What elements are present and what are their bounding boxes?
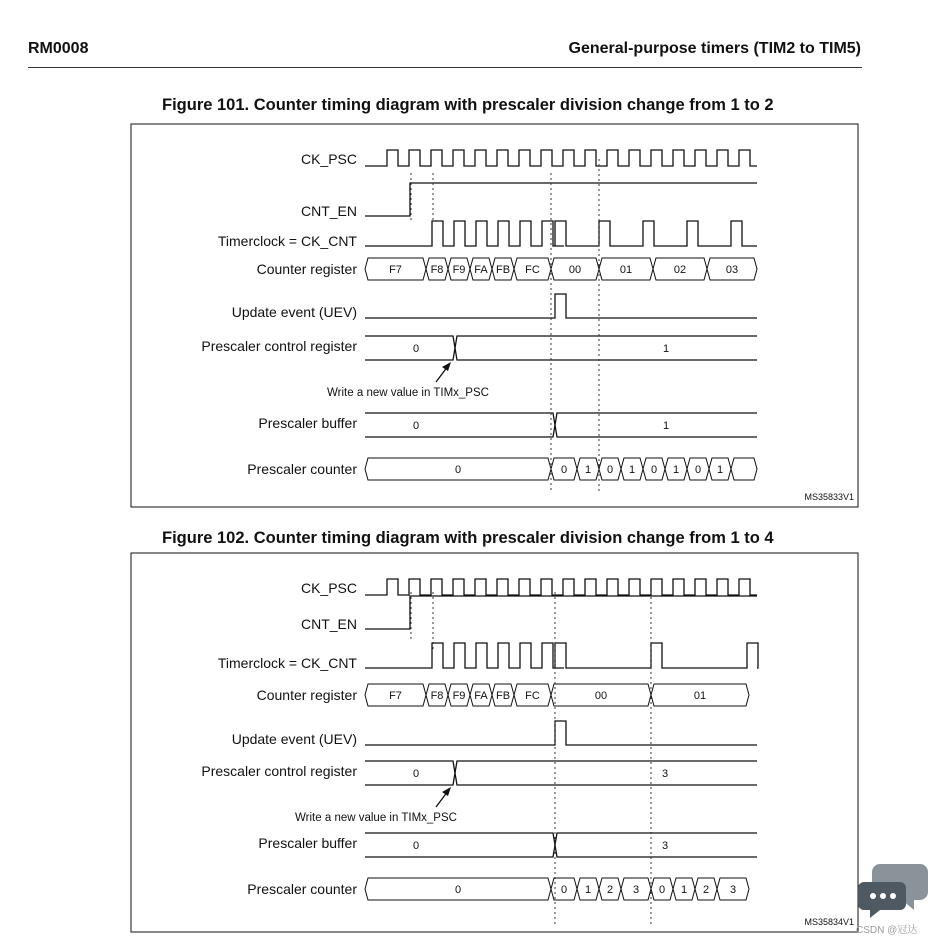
- prescaler-counter-value: 2: [702, 884, 710, 896]
- counter-register-value: 01: [693, 690, 707, 702]
- prescaler-control-line: [365, 336, 757, 360]
- counter-register-value: 00: [594, 690, 608, 702]
- figure-101-title: Figure 101. Counter timing diagram with prescaler division change from 1 to 2: [162, 96, 774, 114]
- prescaler-buffer-line: [365, 413, 757, 437]
- counter-register-value: F8: [430, 690, 444, 702]
- prescaler-counter-value: 1: [584, 884, 592, 896]
- ck-psc-waveform: [365, 579, 757, 595]
- prescaler-counter-value: 1: [672, 464, 680, 476]
- annotation-arrowhead: [442, 362, 451, 371]
- prescaler-counter-value: 0: [650, 464, 658, 476]
- counter-register-value: 00: [568, 264, 582, 276]
- prescaler-control-line: [365, 336, 757, 360]
- watermark: CSDN @冠达: [856, 925, 918, 936]
- prescaler-counter-value: 1: [584, 464, 592, 476]
- signal-label: CNT_EN: [300, 616, 357, 632]
- prescaler-control-value: 0: [412, 768, 420, 780]
- prescaler-buffer-value: 1: [662, 420, 670, 432]
- counter-register-value: FA: [474, 264, 488, 276]
- prescaler-counter-value: 0: [606, 464, 614, 476]
- counter-register-value: FB: [495, 264, 511, 276]
- counter-register-value: F7: [389, 264, 402, 276]
- prescaler-counter-cell: [731, 458, 757, 480]
- signal-label: CK_PSC: [300, 580, 357, 596]
- prescaler-buffer-line: [365, 833, 757, 857]
- figure-102-title: Figure 102. Counter timing diagram with prescaler division change from 1 to 4: [162, 529, 774, 547]
- signal-label: CK_PSC: [300, 151, 357, 167]
- section-title: General-purpose timers (TIM2 to TIM5): [568, 40, 861, 57]
- annotation-text: Write a new value in TIMx_PSC: [295, 812, 457, 824]
- prescaler-control-line: [365, 761, 757, 785]
- prescaler-buffer-value: 0: [412, 840, 420, 852]
- prescaler-buffer-line: [365, 413, 757, 437]
- prescaler-counter-value: 3: [632, 884, 640, 896]
- prescaler-counter-value: 1: [680, 884, 688, 896]
- cnt-en-waveform: [365, 183, 757, 216]
- counter-register-value: FB: [495, 690, 511, 702]
- uev-waveform: [365, 721, 757, 745]
- prescaler-buffer-value: 3: [661, 840, 669, 852]
- prescaler-counter-value: 0: [560, 884, 568, 896]
- annotation-arrowhead: [442, 787, 451, 796]
- prescaler-buffer-line: [365, 833, 757, 857]
- counter-register-value: 01: [619, 264, 633, 276]
- prescaler-counter-value: 0: [454, 464, 462, 476]
- signal-label: Update event (UEV): [231, 731, 357, 747]
- counter-register-value: FA: [474, 690, 488, 702]
- prescaler-control-line: [365, 761, 757, 785]
- prescaler-counter-value: 0: [560, 464, 568, 476]
- prescaler-counter-value: 0: [658, 884, 666, 896]
- signal-label: Update event (UEV): [231, 304, 357, 320]
- signal-label: Prescaler buffer: [258, 415, 357, 431]
- figure-code: MS35833V1: [804, 492, 854, 502]
- signal-label: CNT_EN: [300, 203, 357, 219]
- prescaler-counter-value: 3: [729, 884, 737, 896]
- counter-register-value: 03: [725, 264, 739, 276]
- figure-code: MS35834V1: [804, 917, 854, 927]
- ck-psc-waveform: [365, 150, 757, 166]
- signal-label: Prescaler buffer: [258, 835, 357, 851]
- uev-waveform: [365, 294, 757, 318]
- counter-register-value: F9: [452, 690, 466, 702]
- signal-label: Counter register: [256, 687, 357, 703]
- counter-register-value: 02: [673, 264, 687, 276]
- prescaler-counter-value: 1: [628, 464, 636, 476]
- signal-label: Prescaler control register: [201, 763, 357, 779]
- timerclock-waveform: [365, 643, 758, 668]
- chat-bubble-icon[interactable]: [858, 860, 930, 923]
- signal-label: Prescaler counter: [247, 461, 357, 477]
- counter-register-value: F8: [430, 264, 444, 276]
- counter-register-value: FC: [525, 690, 540, 702]
- timerclock-waveform: [365, 221, 757, 246]
- prescaler-control-value: 3: [661, 768, 669, 780]
- signal-label: Prescaler counter: [247, 881, 357, 897]
- prescaler-buffer-value: 0: [412, 420, 420, 432]
- figure-102-diagram: [130, 552, 860, 934]
- prescaler-control-value: 0: [412, 343, 420, 355]
- header-rule: [28, 67, 862, 68]
- signal-label: Timerclock = CK_CNT: [217, 233, 357, 249]
- prescaler-counter-value: 2: [606, 884, 614, 896]
- signal-label: Counter register: [256, 261, 357, 277]
- prescaler-counter-value: 1: [716, 464, 724, 476]
- figure-101-diagram: [130, 123, 860, 509]
- signal-label: Timerclock = CK_CNT: [217, 655, 357, 671]
- document-id: RM0008: [28, 40, 89, 57]
- signal-label: Prescaler control register: [201, 338, 357, 354]
- prescaler-counter-value: 0: [454, 884, 462, 896]
- prescaler-control-value: 1: [662, 343, 670, 355]
- cnt-en-waveform: [365, 596, 757, 629]
- counter-register-value: FC: [525, 264, 540, 276]
- prescaler-counter-value: 0: [694, 464, 702, 476]
- counter-register-value: F7: [389, 690, 402, 702]
- annotation-text: Write a new value in TIMx_PSC: [327, 387, 489, 399]
- counter-register-value: F9: [452, 264, 466, 276]
